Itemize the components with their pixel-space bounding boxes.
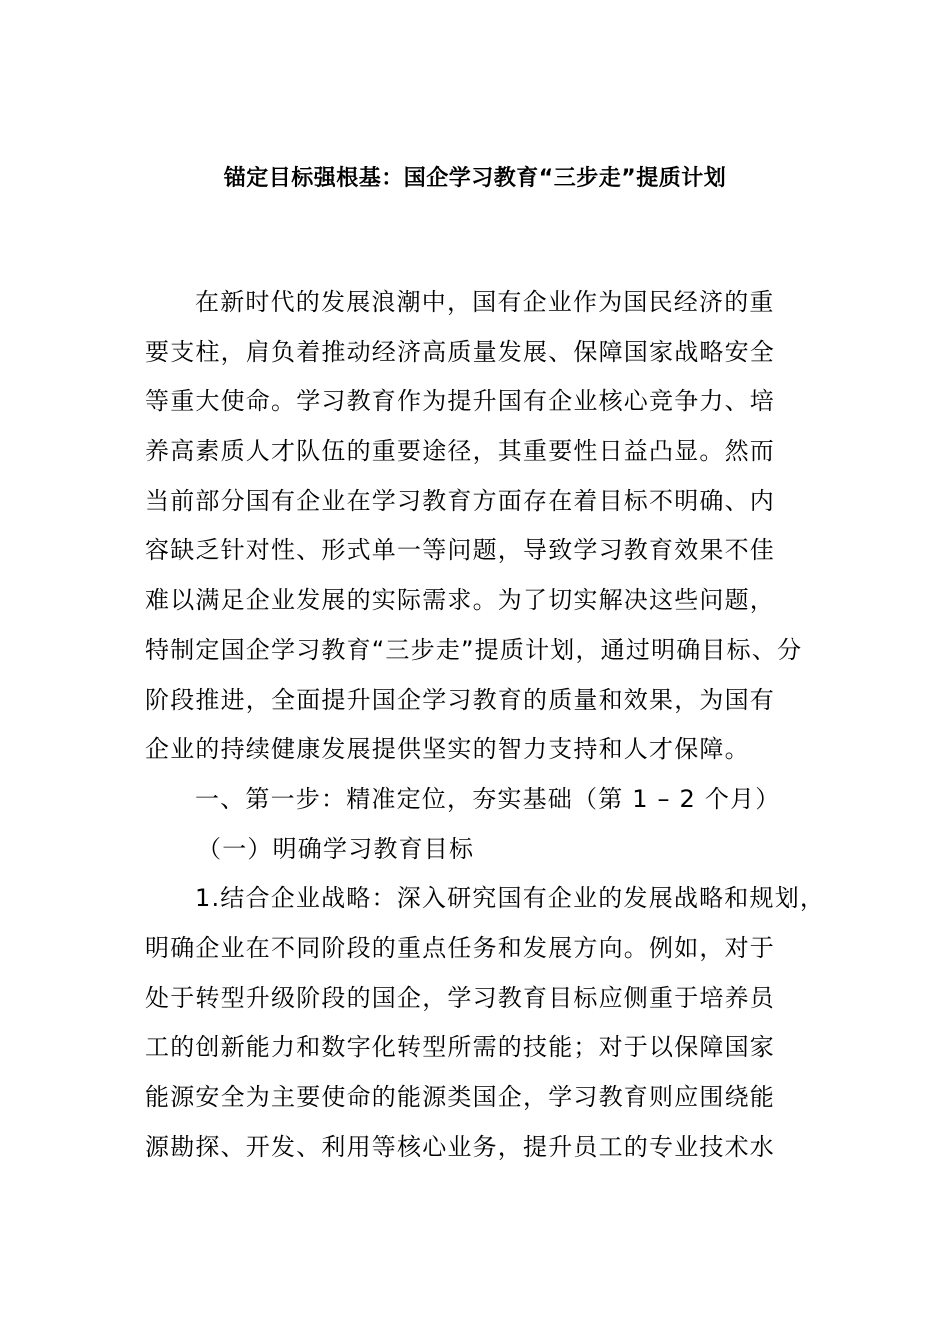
paragraph-line: 容缺乏针对性、形式单一等问题，导致学习教育效果不佳 xyxy=(145,536,775,565)
paragraph-line: 源勘探、开发、利用等核心业务，提升员工的专业技术水 xyxy=(145,1132,775,1161)
paragraph-line: 当前部分国有企业在学习教育方面存在着目标不明确、内 xyxy=(145,486,775,515)
paragraph-line: 工的创新能力和数字化转型所需的技能；对于以保障国家 xyxy=(145,1033,775,1062)
paragraph-line: 难以满足企业发展的实际需求。为了切实解决这些问题， xyxy=(145,586,775,615)
paragraph-line: 在新时代的发展浪潮中，国有企业作为国民经济的重 xyxy=(195,288,775,316)
paragraph-line: 处于转型升级阶段的国企，学习教育目标应侧重于培养员 xyxy=(145,983,775,1012)
paragraph-line: 要支柱，肩负着推动经济高质量发展、保障国家战略安全 xyxy=(145,337,775,366)
paragraph-line: 阶段推进，全面提升国企学习教育的质量和效果，为国有 xyxy=(145,685,775,714)
paragraph-line: 能源安全为主要使命的能源类国企，学习教育则应围绕能 xyxy=(145,1083,775,1111)
paragraph-line: 1.结合企业战略：深入研究国有企业的发展战略和规划， xyxy=(195,884,826,913)
document-body xyxy=(145,283,826,1177)
subsection-heading: （一）明确学习教育目标 xyxy=(197,834,475,863)
paragraph-line: 等重大使命。学习教育作为提升国有企业核心竞争力、培 xyxy=(145,387,775,416)
paragraph-line: 明确企业在不同阶段的重点任务和发展方向。例如，对于 xyxy=(145,933,775,962)
section-heading: 一、第一步：精准定位，夯实基础（第 1 – 2 个月） xyxy=(195,784,781,813)
paragraph-line: 企业的持续健康发展提供坚实的智力支持和人才保障。 xyxy=(145,735,750,764)
document-title: 锚定目标强根基：国企学习教育“三步走”提质计划 xyxy=(223,166,727,191)
paragraph-line: 特制定国企学习教育“三步走”提质计划，通过明确目标、分 xyxy=(145,635,803,664)
paragraph-line: 养高素质人才队伍的重要途径，其重要性日益凸显。然而 xyxy=(145,437,775,466)
